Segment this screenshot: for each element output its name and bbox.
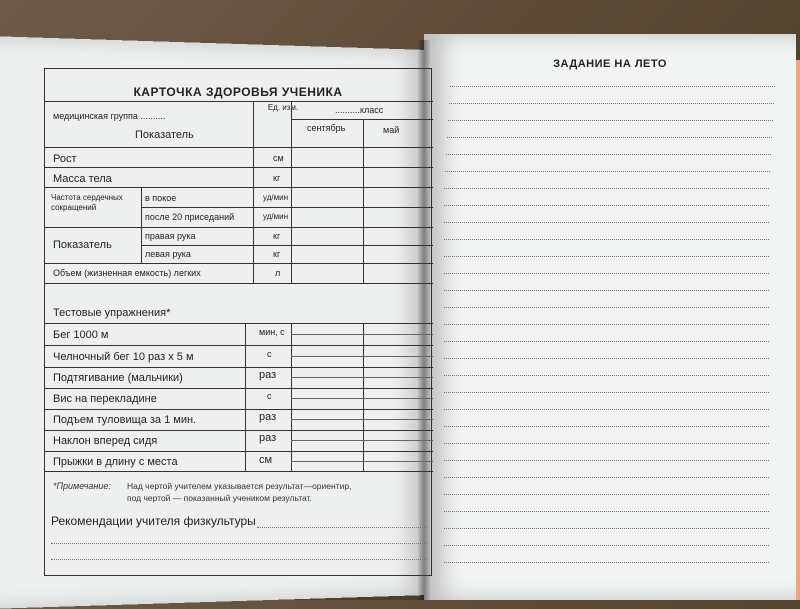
column-line (291, 101, 292, 283)
writing-line (444, 256, 769, 257)
writing-line (444, 375, 769, 376)
row-unit: кг (273, 249, 281, 259)
writing-line (448, 120, 773, 121)
column-line (363, 323, 364, 471)
writing-line (444, 358, 769, 359)
test-unit: мин, с (259, 327, 285, 337)
row-sublabel: после 20 приседаний (145, 212, 235, 222)
summer-title: ЗАДАНИЕ НА ЛЕТО (553, 58, 667, 70)
row-label: Показатель (53, 239, 112, 251)
test-unit: раз (259, 432, 277, 444)
note-label: *Примечание: (53, 481, 111, 491)
note-line-2: под чертой — показанный учеником результат. (127, 493, 312, 503)
writing-line (444, 443, 769, 444)
split-line (291, 461, 433, 462)
row-line (45, 227, 433, 228)
writing-line (444, 205, 769, 206)
may-header: май (383, 125, 400, 135)
test-unit: с (267, 391, 272, 401)
test-unit: раз (259, 369, 277, 381)
unit-header: Ед. изм. (267, 103, 299, 112)
row-line (45, 283, 433, 284)
writing-line (444, 290, 769, 291)
split-line (291, 398, 433, 399)
writing-line (444, 528, 769, 529)
test-label: Подтягивание (мальчики) (53, 372, 183, 384)
writing-line (444, 545, 769, 546)
row-line (45, 388, 433, 389)
indicator-header: Показатель (135, 129, 194, 141)
writing-line (444, 392, 769, 393)
split-line (291, 377, 433, 378)
writing-line (445, 171, 770, 172)
table-bottom-line (45, 471, 433, 472)
test-unit: с (267, 349, 272, 359)
dotted-line (51, 559, 427, 560)
writing-line (444, 562, 769, 563)
tests-title: Тестовые упражнения* (53, 307, 171, 319)
dotted-line (51, 543, 427, 544)
header-bottom-line (45, 147, 433, 148)
writing-line (444, 511, 769, 512)
row-unit: уд/мин (263, 193, 289, 202)
test-label: Наклон вперед сидя (53, 435, 158, 447)
writing-line (444, 341, 769, 342)
column-line (253, 101, 254, 283)
med-group-label: медицинская группа .......... (53, 111, 166, 121)
test-label: Вис на перекладине (53, 393, 157, 405)
note-line-1: Над чертой учителем указывается результат—ориентир, (127, 481, 352, 491)
writing-line (447, 137, 772, 138)
writing-line (444, 188, 769, 189)
column-line (291, 323, 292, 471)
test-unit: см (259, 454, 273, 466)
writing-line (444, 426, 769, 427)
test-label: Подъем туловища за 1 мин. (53, 414, 197, 426)
test-label: Бег 1000 м (53, 329, 109, 341)
row-line (45, 263, 433, 264)
writing-line (444, 273, 769, 274)
test-label: Прыжки в длину с места (53, 456, 178, 468)
split-line (291, 419, 433, 420)
row-sublabel: левая рука (145, 249, 191, 259)
row-sublabel: в покое (145, 193, 177, 203)
split-line (291, 440, 433, 441)
split-line (291, 356, 433, 357)
row-label: Рост (53, 153, 77, 165)
test-unit: раз (259, 411, 277, 423)
column-line (363, 119, 364, 283)
header-divider (291, 119, 433, 120)
writing-line (449, 103, 774, 104)
row-unit: уд/мин (263, 212, 289, 221)
row-line (141, 207, 433, 208)
row-line (45, 409, 433, 410)
row-unit: л (275, 268, 281, 278)
row-label: Объем (жизненная емкость) легких (53, 268, 201, 278)
writing-line (444, 324, 769, 325)
row-line (45, 451, 433, 452)
row-unit: кг (273, 231, 281, 241)
column-line (141, 187, 142, 263)
row-label: Частота сердечных сокращений (51, 193, 123, 212)
health-card (44, 68, 432, 576)
row-line (45, 167, 433, 168)
writing-line (444, 409, 769, 410)
row-unit: кг (273, 173, 281, 183)
table-top-line (45, 101, 433, 102)
writing-line (450, 86, 775, 87)
row-line (45, 430, 433, 431)
dotted-line (257, 527, 427, 528)
september-header: сентябрь (307, 123, 346, 133)
writing-line (444, 494, 769, 495)
writing-line (444, 239, 769, 240)
recommendations-label: Рекомендации учителя физкультуры (51, 514, 256, 528)
writing-line (444, 307, 769, 308)
summer-assignment (424, 34, 796, 600)
row-sublabel: правая рука (145, 231, 196, 241)
row-line (45, 367, 433, 368)
writing-line (444, 222, 769, 223)
row-line (45, 345, 433, 346)
class-label: ..........класс (335, 105, 384, 115)
row-line (45, 187, 433, 188)
row-line (45, 323, 433, 324)
split-line (291, 334, 433, 335)
test-label: Челночный бег 10 раз х 5 м (53, 351, 194, 363)
writing-line (444, 460, 769, 461)
card-title: КАРТОЧКА ЗДОРОВЬЯ УЧЕНИКА (133, 85, 343, 99)
row-line (141, 245, 433, 246)
writing-line (446, 154, 771, 155)
writing-line (444, 477, 769, 478)
column-line (245, 323, 246, 471)
row-unit: см (273, 153, 284, 163)
row-label: Масса тела (53, 173, 112, 185)
